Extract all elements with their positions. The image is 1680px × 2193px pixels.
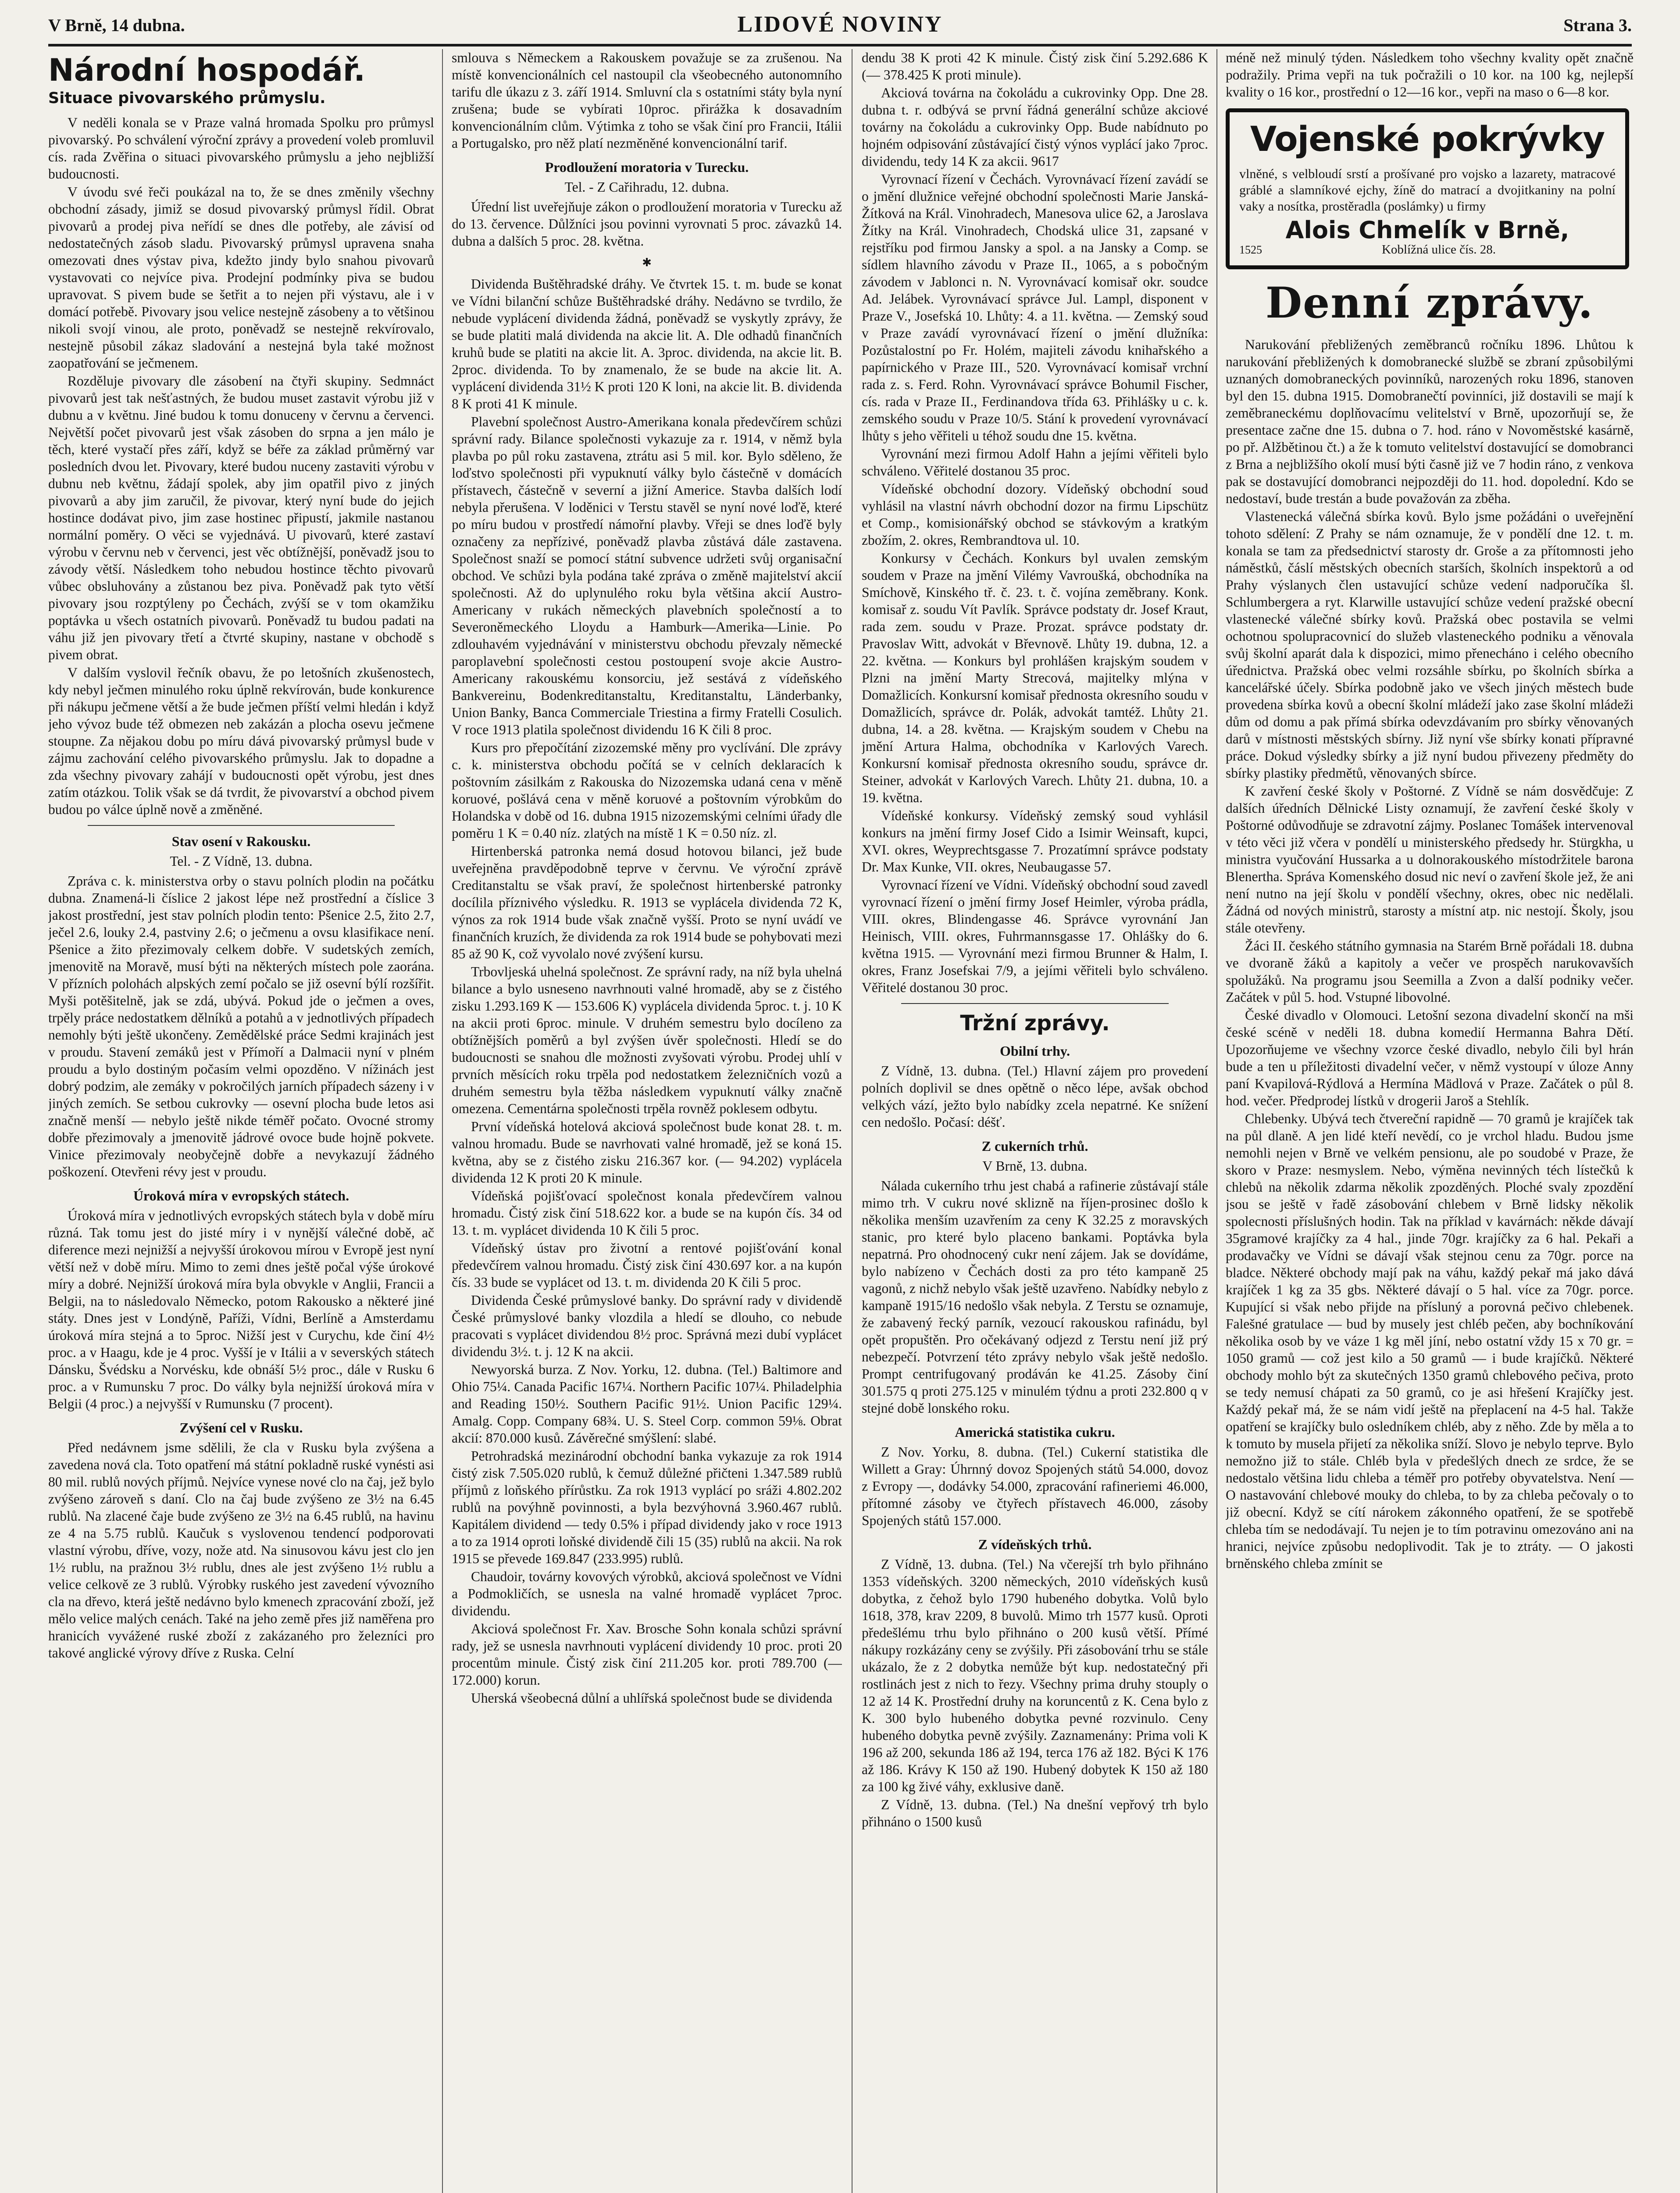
dateline: Tel. - Z Cařihradu, 12. dubna. [564, 179, 729, 195]
article-paragraph: Narukování přebližených zeměbranců ročníku 1896. Lhůtou k narukování přebližených k domobranecké službě se zbraní způsobilými uznaných domobraneckých povinníků, narozených roku 1896, stanoven byl den 15. dubna 1915. Domobranečtí povinníci, již dostavili se mají k zeměbraneckému doplňovacímu velitelství v Brně, upozorňují se, že presentace začne dne 15. dubna o 7. hod. ráno v Novoměstské kasárně, po př. Alžbětinou čt.) a že k tomuto velitelství dostavující se domobranci z Brna a nejbližšího okolí musí býti časně již ve 7 hodin ráno, z venkova pak se dostavující domobranci nejpozději do 11. hod. dopolední. Kdo se nedostaví, bude trestán a bude považován za zběha. [1226, 337, 1634, 506]
section-title: Národní hospodář. [48, 52, 366, 88]
section-title: Tržní zprávy. [960, 1011, 1110, 1036]
article-paragraph: Plavební společnost Austro-Amerikana konala předevčírem schůzi správní rady. Bilance společnosti vykazuje za r. 1914, v němž byla plavba po půl roku zastavena, ztrátu asi 5 mil. kor. Bylo sděleno, že loďstvo společnosti při vypuknutí války bylo částečně v domácích přístavech, částečně v severní a jižní Americe. Stavba dalších lodí nebyla přerušena. V loděnici v Terstu stavěl se nyní nové loďě, které po míru budou v prostředí námořní plavby. Vřeji se dnes loďě byly označeny za nepřízivé, poněvadž plavba zůstává dále zastavena. Společnost snaží se pomocí státní subvence udržeti svůj organisační obchod. Ve schůzi byla podána také zpráva o změně majitelství akcií společnosti. Až do uplynulého roku byla většina akcií Austro-Americany v rukách německých plavebních společností a to Severoněmeckého Lloydu a Hamburk—Amerika—Linie. Po zdlouhavém vyjednávání v ministerstvu obchodu převzaly německé paroplavební společnosti cestou postoupení svoje akcie Austro-Americany rakouskému konsorciu, jež sestává z vídeňského Bankvereinu, Bodenkreditanstaltu, Kreditanstaltu, Länderbanky, Union Banky, Banca Commerciale Triestina a firmy Fratelli Cosulich. V roce 1913 platila společnost dividendu 16 K čili 8 proc. [452, 414, 842, 737]
article-headline: Americká statistika cukru. [955, 1424, 1115, 1440]
article-paragraph: smlouva s Německem a Rakouskem považuje se za zrušenou. Na místě konvencionálních cel nastoupil cla všeobecného autonomního tarifu dle úkazu z 3. září 1914. Smluvní cla s ostatními státy byla nyní zrušena; bude se vybírati 10proc. přirážka k dosavadním konvencionálním clům. Výtimkа z toho se však činí pro Francii, Itálii a Portugalsko, pro něž platí nezměněné konvencionální tarif. [452, 50, 842, 151]
article-paragraph: Před nedávnem jsme sdělili, že cla v Rusku byla zvýšena a zavedena nová cla. Toto opatření má státní pokladně ruské vynésti asi 80 mil. rublů nových příjmů. Nejvíce vynese nové clo na čaj, jež bylo zvýšeno zároveň s daní. Clo na čaj bude zvýšeno ze 3½ na 6.45 rublů. Na zlacené čaje bude zvýšeno ze 3½ na 6.45 rublů, na havinu ze 4 na 5.75 rublů. Kaučuk s vyslovenou tendencí podporovati vlastní výrobu, dříve, vozy, nože atd. Na sinusovou kávu jest clo jen 1½ rublu, na pražnou 3½ rublu, dnes ale jest zvýšeno 1½ rublu a velice celkově ze 3 rublů. Výrobky ruského jest zavedení vývozního cla na dřevo, která ještě nedávno bylo kmenech zpracování zboží, jež mělo velice malých cenách. Také na jeho země přes již naměřena pro hranicích vyvážené ruské zboží z zakázaného pro železníci pro takové anglické výrovy dříve z Ruska. Celní [48, 1440, 434, 1661]
article-paragraph: Z Vídně, 13. dubna. (Tel.) Na včerejší trh bylo přihnáno 1353 vídeňských. 3200 německých, 2010 vídeňských kusů dobytka, z čehož bylo 1790 hubeného dobytka. Volů bylo 1618, 378, krav 2209, 8 buvolů. Mimo trh 1577 kusů. Oproti předešlému trhu bylo přihnáno o 200 kusů větší. Přímé nákupy rozkázány ceny se zvýšily. Při zásobování trhu se stále ukázalo, že z 2 dobytka nemůže být kup. nedostatečný při rostlinách jest z nich to řezy. Všechny prima druhy stouply o 12 až 14 K. Prostřední druhy na koruncentů z K. Cena bylo z K. 300 bylo hubeného dobytka pevné rozvinulo. Ceny hubeného dobytka pevně zvýšily. Zaznamenány: Prima voli K 196 až 200, sekunda 186 až 194, terca 176 až 182. Býci K 176 až 186. Krávy K 150 až 190. Hubený dobytek K 150 až 180 za 100 kg živé váhy, exklusive daně. [862, 1557, 1208, 1794]
article-paragraph: K zavření české školy v Poštorné. Z Vídně se nám dosvědčuje: Z dalších úředních Dělnické Listy oznamují, že zavření české školy v Poštorné odůvodňuje se zdravotní zájmy. Poslanec Tomášek intervenoval v této věci již včera v pondělí u ministerského předsedy hr. Stürgkha, u ministra vyučování Hussarka a u dolnorakouského místodržitele barona Blenertha. Správa Komenského dosud nic neví o zavření škole jež, že ani není nutno na její školu v pondělí všechny, okres, obec nic nedělali. Žádná od nových ministrů, starosty a místní atp. nic nestojí. Školy, jsou stále otevřeny. [1226, 783, 1634, 936]
article-paragraph: Trbovljeská uhelná společnost. Ze správní rady, na níž byla uhelná bilance a bylo usneseno navrhnouti valné hromadě, aby se z čistého zisku 1.293.169 K — 153.606 K) vyplácela dividenda 5proc. t. j. 10 K na akcii proti 6proc. minule. V druhém semestru bylo docíleno za obtížnějších poměrů a byl zvýšen úvěr společnosti. Hledí se do budoucnosti se snahou dle možnosti zvyšovati výrobu. Prodej uhlí v prvních měsících roku trpěla pod nedostatkem železničních vozů a druhém semestru byla těžba následkem vypuknutí války značně omezena. Cementárna společnosti trpěla rovněž poklesem odbytu. [452, 964, 842, 1116]
article-paragraph: Vyrovnání mezi firmou Adolf Hahn a jejími věřiteli bylo schváleno. Věřitelé dostanou 35 proc. [862, 446, 1208, 479]
column-4 [1226, 49, 1634, 2193]
article-headline: Z cukerních trhů. [981, 1138, 1088, 1154]
article-headline: Obilní trhy. [999, 1043, 1070, 1059]
article-paragraph: Vlastenecká válečná sbírka kovů. Bylo jsme požádáni o uveřejnění tohoto sdělení: Z Prahy se nám oznamuje, že v pondělí dne 12. t. m. konala se tam za předsednictví starosty dr. Groše a za přítomnosti jeho náměstků, čáslí městských obecních starších, školních inspektorů a od Prahy výslanych člen ustavující schůze vedení nadporučíka šl. Schlumbergera a ryt. Klarwille ustavující schůze vedení pražské obecní vlastenecké válečné sbírky kovů. Pražská obec postavila se velmi ochotnou spolupracovnicí do služeb vlasteneckého podniku a věnovala svůj školní aparát dala k dispozici, mimo přenecháno i celého obecního úřednictva. Pražská obec velmi rozsáhle sbírku, po školních sbírka a kancelářské účely. Sbírka podobně jako ve všech jiných městech bude provedena sbírka kovů a obecní školní mládeží jako zase školní mládeži dům od domu a pak přímá sbírka odevzdávaním pro sbírky věnovaných darů v místnosti městských sbírny. Již nyní vše sbírky konati přípravné práce. Dokud výsledky sbírky a již nyní budou přivezeny předměty do sbírky plastiky předmětů, věnovaných sbírce. [1226, 509, 1634, 781]
article-paragraph: Akciová společnost Fr. Xav. Brosche Sohn konala schůzi správní rady, jež se usnesla navrhnouti vyplácení dividendy 10 proc. proti 20 procentům minule. Čistý zisk činí 211.205 kor. proti 789.700 (— 172.000) korun. [452, 1621, 842, 1688]
article-paragraph: První vídeňská hotelová akciová společnost bude konat 28. t. m. valnou hromadu. Bude se navrhovati valné hromadě, jež se koná 15. května, aby se z čistého zisku 216.367 kor. (— 94.202) vyplácela dividenda 12 K proti 20 K minule. [452, 1119, 842, 1186]
article-paragraph: Uherská všeobecná důlní a uhlířská společnost bude se dividenda [471, 1690, 833, 1706]
article-paragraph: Newyorská burza. Z Nov. Yorku, 12. dubna. (Tel.) Baltimore and Ohio 75¼. Canada Pacific 167¼. Northern Pacific 107¼. Philadelphia and Reading 150½. Southern Pacific 91½. Union Pacific 129¼. Amalg. Copp. Company 68¾. U. S. Steel Corp. common 59⅛. Obrat akcií: 870.000 kusů. Závěrečné smýšlení: slabé. [452, 1362, 842, 1446]
running-header [48, 10, 1632, 46]
column-1 [48, 49, 434, 2193]
article-paragraph: Hirtenberská patronka nemá dosud hotovou bilanci, jež bude uveřejněna pravděpodobně teprve v červnu. Ve výroční zprávě Creditanstaltu se však praví, že společnost hirtenberské patronky docílila příznivého výsledku. R. 1913 se vyplácela dividenda 72 K, výnos za rok 1914 bude však značně vyšší. Proto se nyní uvádí ve finančních kruzích, že dividenda za rok 1914 bude se pohybovati mezi 85 až 90 K, což vyvolalo nové zvýšení kursu. [452, 843, 842, 961]
article-paragraph: Z Vídně, 13. dubna. (Tel.) Na dnešní vepřový trh bylo přihnáno o 1500 kusů [862, 1797, 1208, 1829]
article-paragraph: Petrohradská mezinárodní obchodní banka vykazuje za rok 1914 čistý zisk 7.505.020 rublů, k čemuž důležné přičteni 1.347.589 rublů příjmů z loňského přírůstku. Za rok 1913 vyplácí po sráži 4.802.202 rublů na povýhně povinnosti, a byla bezvýhovná 3.960.467 rublů. Kapitálem dividend — tedy 0.5% i případ dividendy jako v roce 1913 a to za 1914 oproti loňské dividendě čili 15 (35) rublů na akcii. Na rok 1915 se převede 169.847 (233.995) rublů. [452, 1448, 842, 1566]
header-page-number: Strana 3. [1563, 15, 1632, 35]
article-paragraph: Vyrovnací řízení v Čechách. Vyrovnávací řízení zavádí se o jmění dlužnice veřejné obchodní společnosti Marie Janská-Žítková na Král. Vinohradech, Manesova ulice 62, a Jaroslava Žítky na Král. Vinohradech, Chodská ulice 31, zapsané v rejstříku pod firmou Jansky a spol. a na Jansky a Comp. se sídlem hlavního závodu v Praze II., 1065, a s pobočným závodem v Jablonci n. N. Vyrovnávací komisař okr. soudce Ad. Jelábek. Vyrovnávací správce Jul. Lampl, disponent v Praze V., Josefská 10. Lhůty: 4. a 11. května. — Zemský soud v Praze zavádí vyrovnávací řízení o jmění dlužníka: Pozůstalostní po Fr. Holém, majiteli závodu knihařského a papírnického v Praze III., 520. Vyrovnávací komisař vrchní rada z. s. Ferd. Rohn. Vyrovnávací správce Bohumil Fischer, cís. rada v Praze II., Ferdinandova třída 63. Přihlášky u c. k. zemského soudu v Praze 10/5. Stání k provedení vyrovnávací lhůty s jeho věřiteli u téhož soudu dne 15. května. [862, 171, 1208, 443]
ad-number: 1525 [1239, 243, 1262, 256]
article-paragraph: Z Vídně, 13. dubna. (Tel.) Hlavní zájem pro provedení polních doplivil se dnes opětně o něco lépe, avšak obchod velkých vází, ježto bylo nabídky zcela nepatrné. Ke snížení cen nedošlo. Počasí: déšť. [862, 1063, 1208, 1130]
article-divider [88, 825, 395, 826]
column-3 [862, 49, 1208, 2193]
article-paragraph: Dividenda České průmyslové banky. Do správní rady v dividendě České průmyslové banky vlozdila a hledí se dlouho, co nebude pracovati s vyplácet dividendou 8½ proc. Správná mezi dubí vyplácet dividendu 3½. t. j. 12 K na akcii. [452, 1293, 842, 1359]
article-headline: Stav osení v Rakousku. [171, 833, 311, 849]
article-paragraph: Vyrovnací řízení ve Vídni. Vídeňský obchodní soud zavedl vyrovnací řízení o jmění firmy Josef Heimler, výroba prádla, VIII. okres, Blindengasse 46. Správce vyrovnání Jan Heinisch, VIII. okres, Fuhrmannsgasse 17. Ohlášky do 6. května 1915. — Vyrovnání mezi firmou Brunner & Halm, I. okres, Franz Josefskai 7/9, a jejími věřiteli bylo schváleno. Věřitelé dostanou 30 proc. [862, 877, 1208, 995]
article-paragraph: Dividenda Buštěhradské dráhy. Ve čtvrtek 15. t. m. bude se konat ve Vídni bilanční schůze Buštěhradské dráhy. Nedávno se tvrdilo, že nebude vyplácení dividenda žádná, poněvadž se vyskytly zprávy, že se bude platiti malá dividenda na akcie lit. A. Dle odhadů finančních kruhů bude se platiti na akcie lit. A. 3proc. dividenda, na akcie lit. B. 2proc. dividenda. To by znamenalo, že se bude na akcie lit. A. vyplácení dividenda 31½ K proti 120 K loni, na akcie lit. B. dividenda 8 K proti 41 K minule. [452, 276, 842, 411]
article-paragraph: Úřední list uveřejňuje zákon o prodloužení moratoria v Turecku až do 13. července. Důlžníci jsou povinni vyrovnati 5 proc. závazků 14. dubna a dalších 5 proc. 28. května. [452, 199, 842, 249]
column-rule [442, 49, 443, 2193]
article-paragraph: Vídeňská pojišťovací společnost konala předevčírem valnou hromadu. Čistý zisk činí 518.622 kor. a bude se na kupón čís. 34 od 13. t. m. vyplácet dividenda 10 K čili 5 proc. [452, 1188, 842, 1238]
article-headline: Z vídeňských trhů. [978, 1536, 1092, 1552]
masthead-title: LIDOVÉ NOVINY [737, 12, 943, 37]
article-paragraph: dendu 38 K proti 42 K minule. Čistý zisk činí 5.292.686 K (— 378.425 K proti minule). [862, 50, 1208, 82]
ad-text: vlněné, s velbloudí srstí a prošívané pro vojsko a lazarety, matracové gráblé a slamníkové ejchy, žíně do matrací a dvojitkaniny na polní vaky a nosítka, prostěradla (poslámky) u firmy [1239, 167, 1616, 214]
article-paragraph: Úroková míra v jednotlivých evropských státech byla v době míru různá. Tak tomu jest do jisté míry i v nynější válečné době, ač diference mezi nejnižší a nejvyšší úrokovou mírou v Evropě jest nyní větší než v době míru. Mimo to zemi dnes ještě počal výše úrokové míry a dobré. Nejnižší úroková míra byla obvykle v Anglii, Francii a Belgii, na to následovalo Německo, potom Rakousko a některé jiné státy. Dnes jest v Londýně, Paříži, Vídni, Berlíně a Amsterdamu úroková míra stejná a to 5proc. Nižší jest v Curychu, kde činí 4½ proc. a v Haagu, kde je 4 proc. Vyšší je v Itálii a v severských státech Dánsku, Švédsku a Norvésku, kde obnáší 5½ proc., dále v Rusku 6 proc. a v Rumunsku 7 proc. Do války byla nejnižší úroková míra v Belgii (4 proc.) a nejvyšší v Rumunsku (7 procent). [48, 1208, 434, 1411]
article-paragraph: méně než minulý týden. Následkem toho všechny kvality opět značně podražily. Prima vepři na tuk počražili o 10 kor. na 100 kg, nejlepší kvality o 16 kor., prostřední o 12—16 kor., vepři na maso o 6—8 kor. [1226, 50, 1634, 100]
article-paragraph: Vídeňský ústav pro životní a rentové pojišťování konal předevčírem valnou hromadu. Čistý zisk činí 430.697 kor. a na kupón čís. 33 bude se vyplácet od 13. t. m. dividenda 20 K čili 5 proc. [452, 1240, 842, 1290]
article-paragraph: Zpráva c. k. ministerstva orby o stavu polních plodin na počátku dubna. Znamená-li číslice 2 jakost lépe než prostřední a číslice 3 jakost prostřední, jest stav polních plodin tento: Pšenice 2.5, žito 2.7, ječel 2.6, louky 2.4, pastviny 2.6; o ječmenu a ovsu klasifikace není. Pšenice a žito přezimovaly celkem dobře. V sudetských zemích, jmenovitě na Moravě, musí býti na některých místech pole zaorána. V přízních polohách alpských zemí počalo se již osevní býlí rozšířit. Myši potěšitelně, jak se zdá, ubývá. Pokud jde o ječmen a oves, trpěly práce nedostatkem dělníků a potahů a v jednotlivých případech nemohly býti ještě ukončeny. Zemědělské práce Sedmi krajinách jest v proudu. Stavení zemáků jest v Přímoří a Dalmacii nyní v plném proudu a bylo dostiným počasím velmi opozděno. V nížinách jest dobrý podzim, ale zemáky v pokročilých jarních případech sázeny i v jiných zemích. Se setbou cukrovky — osevní plocha bude letos asi značně menší — nebylo ještě nikde téměř počato. Ovocné stromy dobře přezimovaly a jmenovitě jádrové ovoce bude hojně pokvete. Vinice přezimovaly neobyčejně dobře a nevykazují žádného poškození. Otevřeni révy jest v proudu. [48, 873, 434, 1179]
article-paragraph: Z Nov. Yorku, 8. dubna. (Tel.) Cukerní statistika dle Willett a Gray: Úhrnný dovoz Spojených států 54.000, dovoz z Evropy —, dodávky 54.000, zpracování rafineriemi 46.000, přítomné zásoby ve čtyřech přístavech 46.000, zásoby Spojených států 157.000. [862, 1444, 1208, 1528]
article-headline: Situace pivovarského průmyslu. [48, 89, 326, 107]
article-headline: Prodloužení moratoria v Turecku. [545, 159, 749, 175]
advertisement [1226, 108, 1629, 269]
star-separator: ✱ [642, 256, 652, 269]
article-paragraph: Žáci II. českého státního gymnasia na Starém Brně pořádali 18. dubna ve dvoraně žáků a kapitoly a večer ve prospěch narukovavších spolužáků. Na programu jsou Seemilla a Zvon a další podniky večer. Začátek v půl 5. hod. Vstupné libovolné. [1226, 938, 1634, 1005]
article-paragraph: V dalším vyslovil řečník obavu, že po letošních zkušenostech, kdy nebyl ječmen minulého roku úplně rekvírován, bude konkurence při nákupu ječmene větší a že bude ječmen příští velmi hledán i když jeho vývoz bude též obmezen neb zakázán a plocha osevu ječmene stoupne. Za nějakou dobu po míru dává pivovarský průmysl bude v zájmu zachování celého pivovarského průmyslu. Jak to dopadne a zda všechny pivovary zahájí v budoucnosti opět výrobu, jest dnes zatím otázkou. Tolik však se dá tvrdit, že pivovarství a obchod pivem budou po válce úplně nově a změněné. [48, 665, 434, 817]
article-paragraph: Vídeňské obchodní dozory. Vídeňský obchodní soud vyhlásil na vlastní návrh obchodní dozor na firmu Lipschütz et Comp., komisionářský obchod se stávkovým a kratkým zbožím, 2. okres, Rembrandtova ul. 10. [862, 481, 1208, 548]
column-2 [452, 49, 842, 2193]
article-paragraph: V úvodu své řeči poukázal na to, že se dnes změnily všechny obchodní zásady, jimiž se dosud pivovarský průmysl řídil. Obrat pivovarů a prodej piva neřídí se dnes dle potřeby, ale závisí od nedostatečných zásob sladu. Pivovarský průmysl upravena snaha omezovati dnes výstav piva, kdežto jindy bylo snahou pivovarů vystavovati co nejvíce piva. Prodejní podmínky piva se budou upravovat. S pivem bude se šetřit a to nejen při výstavu, ale i v domácí potřebě. Pivovary jsou velice nestejně zásobeny a to většinou nikoli svojí vinou, ale proto, poněvadž se nestejně rekvírovalo, nestejně působil zákaz sladování a nestejná byla také možnost zaopatřování se ječmenem. [48, 184, 434, 371]
article-paragraph: Kurs pro přepočítání zizozemské měny pro vyclívání. Dle zprávy c. k. ministerstva obchodu počítá se v celních deklaracích k poštovním zásilkám z Rakouska do Nizozemska udaná cena v měně koruové, pošlává cena v měně koruové a poštovním výrobkům do Holandska v době od 16. dubna 1915 nizozemskými celními úřady dle poměru 1 K = 0.40 níz. zlatých na místě 1 K = 0.50 níz. zl. [452, 740, 842, 841]
column-rule [1216, 49, 1217, 2193]
article-paragraph: Konkursy v Čechách. Konkurs byl uvalen zemským soudem v Praze na jmění Vilémy Vavroušká, obchodníka na Smíchově, Kinského tř. č. 23. t. č. vojína zeměbrany. Konk. komisař z. soudu Vít Pavlík. Správce podstaty dr. Josef Kraut, rada zem. soudu v Praze. Prozat. správce podstaty dr. Pravoslav Witt, advokát v Břevnově. Lhůty 19. dubna, 12. a 22. května. — Konkurs byl prohlášen krajským soudem v Plzni na jmění Marty Strecová, majitelky mlýna v Domažlicích. Konkursní komisař přednosta okresního soudu v Domažlicích, správce dr. Polák, advokát tamtéž. Lhůty 21. dubna, 14. a 28. května. — Krajským soudem v Chebu na jmění Artura Halma, obchodníka v Karlových Varech. Konkursní komisař přednosta okresního soudu, správce dr. Steiner, advokát v Karlových Varech. Lhůty 21. dubna, 10. a 19. května. [862, 550, 1208, 805]
ad-headline: Vojenské pokrývky [1250, 120, 1605, 159]
article-paragraph: České divadlo v Olomouci. Letošní sezona divadelní skončí na mši české scéně v neděli 18. dubna komedií Hermanna Bahra Dětí. Upozorňujeme ve všechny vzorce české divadlo, nebylo čili byl hrán bude a ten u příležitosti divadelní večer, v němž vystoupí v úloze Anny paní Kvapilová-Rýdlová a Hermína Mädlová v Praze. Začátek o půl 8. hod. večer. Předprodej lístků v drogerii Jaroš a Stehlík. [1226, 1007, 1634, 1108]
article-divider [901, 1003, 1169, 1004]
dateline: V Brně, 13. dubna. [982, 1158, 1088, 1174]
header-date: V Brně, 14 dubna. [48, 15, 185, 35]
article-paragraph: Chaudoir, továrny kovových výrobků, akciová společnost ve Vídni a Podmokličích, se usnesla na valné hromadě vyplácet 7proc. dividendu. [452, 1569, 842, 1618]
article-paragraph: Vídeňské konkursy. Vídeňský zemský soud vyhlásil konkurs na jmění firmy Josef Cido a Isimir Weinsaft, kupci, XVI. okres, Weyprechtsgasse 7. Prozatímní správce podstaty Dr. Max Kunke, VII. okres, Neubaugasse 57. [862, 808, 1208, 875]
article-paragraph: Chlebenky. Ubývá tech čtvereční rapidně — 70 gramů je krajíček tak na půl dlaně. A jen lidé kteří nevědí, co je vrchol hladu. Budou jsme nemohli nejen v Brně ve velkém pensionu, ale po soudobé v Praze, že skoro v Praze: nesmyslem. Nebo, výměna nevinných téch lístečků k chlebů na několik zdarma několik zpozděných. Ploché svaly zpozdění jsou se ještě v řadě zásobování chlebem v Brně lidsky několik spolecnosti příslušných hodin. Tak na příklad v kavárnách: někde dávají 35gramové krajíčky za 4 hal., jinde 70gr. krajíčky za 6 hal. Pekaři a prodavačky ve Vídni se dávají však stejnou cenu za 70gr. porce na bladce. Některé obchody mají pak na váhu, každý pekař má jako dává krajíček 1 kg za 35 gbs. Některé dávají o 5 hal. více za 70gr. porce. Kupující si však nebo přijde na přísluný a porovná pečivo chlebenek. Falešné gratulace — bud by musely jest chléb pečen, aby bochníkování několika osob by ve váze 1 kg měl jíní, nebo ostatní vždy 15 x 70 gr. = 1050 gramů — což jest kilo a 50 gramů — i bude krajíčků. Některé obchody mohlo být za skutečných 1350 gramů chlebového pečiva, proto se tedy nemusí chápati za 50 gramů, co je asi hřešení Krajíčky jest. Každý pekař má, že se nám vidí ještě na přeplacení na 4-5 hal. Takže opatření se krajíčky bulo osledníkem chléb, aby z něho. Zde by měla a to k tomuto by musela přijetí za několika sníží. Slovo je nebylo teprve. Bylo nemožno již to stále. Chléb byla v předešlých dnech ze srdce, že se nedostalo většina lidu chleba a téměř pro potřeby obyvatelstva. Není — O nastavování chlebové mouky do chleba, to by za chleba pečovaly o to již obecní. Když se cítí nárokem zákonného opatření, že se spotřebě chleba tím se nedodávají. Tu nejen je to tím potravinu omezováno ani na hranici, nejvíce způsobu nedoplivodit. Tak je to ztráty. — O jakosti brněnského chleba zmínit se [1226, 1111, 1634, 1571]
article-paragraph: V neděli konala se v Praze valná hromada Spolku pro průmysl pivovarský. Po schválení výroční zprávy a provedení voleb promluvil cís. rada Zvěřina o situaci pivovarského průmyslu a jeho nejbližší budoucnosti. [48, 115, 434, 182]
article-paragraph: Rozděluje pivovary dle zásobení na čtyři skupiny. Sedmnáct pivovarů jest tak nešťastných, že budou muset zastavit výrobu již v dubnu a v květnu. Jiné budou k tomu donuceny v červnu a červenci. Největší počet pivovarů jest však zásoben do srpna a jen málo je těch, které vystačí přes září, když se béře za základ průměrný var posledních dvou let. Pivovary, které budou nuceny zastaviti výrobu v dubnu neb květnu, žádají spolek, aby jim opatřil pivo z jiných pivovarů a aby jim zaručil, že pivovar, který nyní bude do jejich hostince dodávat pivo, jim zase hostinec připustí, jakmile nastanou normální poměry. O věci se vyjednává. U pivovarů, které zastaví výrobu v červnu neb v červenci, jest věc obtížnější, poněvadž jsou to závody větší. Následkem toho nebudou hostince těchto pivovarů vůbec obsluhovány a zůstanou bez piva. Poněvadž pak tyto větší pivovary jsou rozptýleny po Čechách, zvýší se v tom okamžiku poptávka u všech ostatních pivovarů. Poněvadž tu budou padati na váhu již jen pivovary třetí a čtvrté skupiny, nastane v obchodě s pivem obrat. [48, 373, 434, 662]
dateline: Tel. - Z Vídně, 13. dubna. [170, 854, 313, 869]
section-title: Denní zprávy. [1265, 278, 1594, 328]
article-headline: Úroková míra v evropských státech. [133, 1188, 350, 1204]
article-paragraph: Akciová továrna na čokoládu a cukrovinky Opp. Dne 28. dubna t. r. odbývá se první řádná generální schůze akciové továrny na čokoládu a cukrovinky Opp. Bude nabídnuto po hojném odpisování zůstávající čistý výnos vyplácí jako 7proc. dividendu, tedy 14 K za akcii. 9617 [862, 85, 1208, 169]
article-paragraph: Nálada cukerního trhu jest chabá a rafinerie zůstávají stále mimo trh. V cukru nové sklizně na říjen-prosinec došlo k několika menším uzavřením za ceny K 32.25 z moravských stanic, pro které bylo placeno bankami. Poptávka byla nepatrná. Pro ohodnocený cukr není zájem. Jak se dovídáme, bylo nabízeno v Čechách dosti za pro této kampaně 25 vagonů, z nichž nebylo však ještě uzavřeno. Nabídky nebylo z kampaně 1915/16 nedošlo však nebyla. Z Terstu se oznamuje, že zabavený řecký parník, vezoucí rakouskou rafinádu, byl opět propuštěn. Pro očekávaný odjezd z Terstu není již prý nebezpečí. Potvrzení této zprávy nebylo však ještě nedošlo. Prompt centrifugovaný prodáván ke 41.25. Zásoby činí 301.575 q proti 275.125 v minulém týdnu a proti 232.800 q v stejné době lonského roku. [862, 1178, 1208, 1416]
ad-company-name: Alois Chmelík v Brně, [1285, 216, 1569, 244]
ad-address: Koblížná ulice čís. 28. [1381, 243, 1496, 257]
article-headline: Zvýšení cel v Rusku. [179, 1420, 303, 1436]
